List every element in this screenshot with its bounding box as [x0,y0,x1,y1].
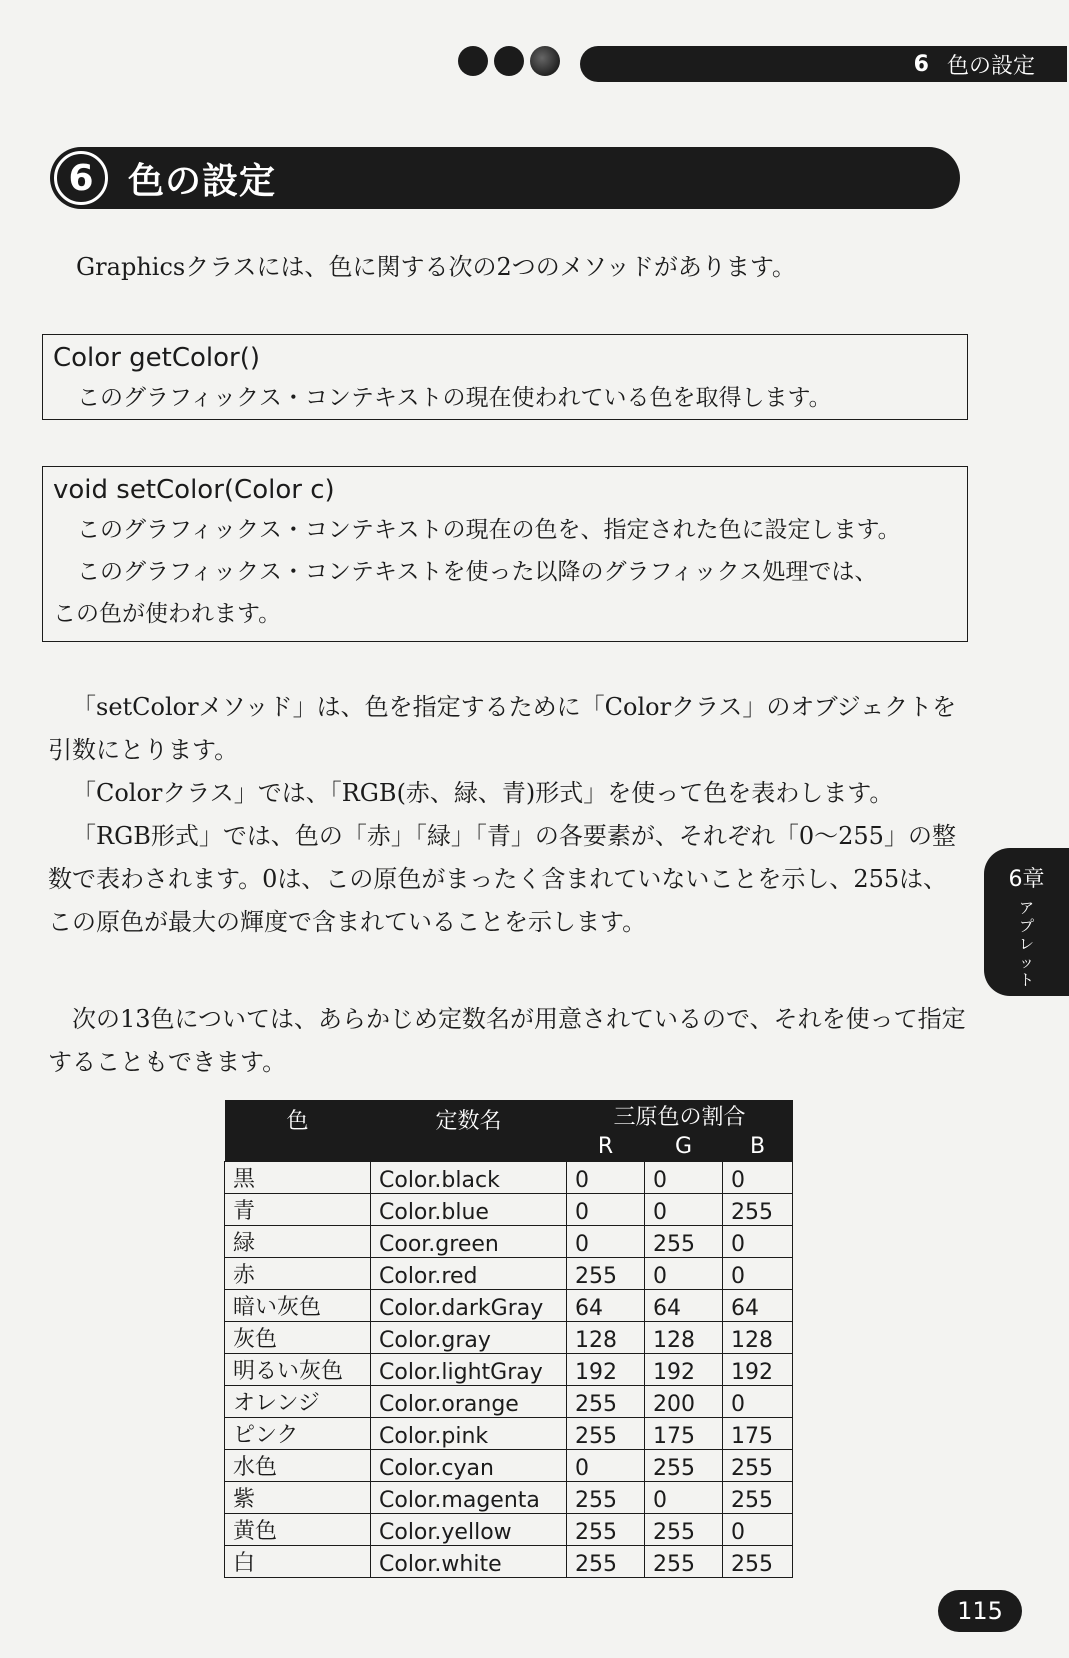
cell-g: 64 [645,1290,723,1322]
table-row [225,1162,793,1194]
cell-constant: Color.pink [371,1418,567,1450]
table-row [225,1546,793,1578]
section-title: 色の設定 [128,160,277,202]
header-dot [494,46,524,76]
header-b: B [723,1131,793,1162]
cell-b: 0 [723,1162,793,1194]
cell-b: 175 [723,1418,793,1450]
table-row [225,1290,793,1322]
page-number: 115 [938,1590,1022,1632]
cell-g: 255 [645,1514,723,1546]
cell-constant: Color.orange [371,1386,567,1418]
cell-r: 64 [567,1290,645,1322]
cell-constant: Color.lightGray [371,1354,567,1386]
cell-constant: Coor.green [371,1226,567,1258]
table-row [225,1514,793,1546]
body-text [48,686,968,944]
chapter-tab[interactable] [984,848,1069,996]
cell-g: 200 [645,1386,723,1418]
cell-g: 128 [645,1322,723,1354]
cell-constant: Color.black [371,1162,567,1194]
chapter-tab-label: ア プ レ ッ ト [1018,899,1034,989]
cell-r: 255 [567,1482,645,1514]
method-box-setcolor [42,466,968,642]
cell-name: 暗い灰色 [225,1290,371,1322]
cell-g: 0 [645,1194,723,1226]
cell-g: 255 [645,1226,723,1258]
table-row [225,1226,793,1258]
section-number-badge: 6 [54,151,108,205]
cell-constant: Color.cyan [371,1450,567,1482]
header-ratio: 三原色の割合 [567,1100,793,1131]
cell-b: 0 [723,1386,793,1418]
table-row [225,1450,793,1482]
method-description: このグラフィックス・コンテキストを使った以降のグラフィックス処理では、 [77,559,878,585]
cell-r: 255 [567,1258,645,1290]
cell-b: 255 [723,1482,793,1514]
cell-g: 175 [645,1418,723,1450]
cell-r: 0 [567,1450,645,1482]
cell-constant: Color.darkGray [371,1290,567,1322]
table-row [225,1258,793,1290]
body-paragraph: 「Colorクラス」では、「RGB(赤、緑、青)形式」を使って色を表わします。 [72,779,894,807]
cell-g: 255 [645,1546,723,1578]
cell-constant: Color.yellow [371,1514,567,1546]
body-paragraph: 「RGB形式」では、色の「赤」「緑」「青」の各要素が、それぞれ「0～255」の整数で表わされます。0は、この原色がまったく含まれていないことを示し、255は、この原色が最大の輝度で含まれていることを示します。 [48,822,956,936]
cell-r: 0 [567,1162,645,1194]
cell-name: 白 [225,1546,371,1578]
method-signature: Color getColor() [53,343,261,373]
cell-g: 192 [645,1354,723,1386]
cell-name: 緑 [225,1226,371,1258]
cell-name: オレンジ [225,1386,371,1418]
cell-r: 0 [567,1226,645,1258]
header-color: 色 [225,1100,371,1162]
cell-b: 192 [723,1354,793,1386]
cell-r: 128 [567,1322,645,1354]
cell-g: 255 [645,1450,723,1482]
chapter-tab-number: 6章 [1008,867,1045,892]
cell-b: 0 [723,1226,793,1258]
cell-r: 255 [567,1386,645,1418]
method-signature: void setColor(Color c) [53,475,335,505]
cell-name: ピンク [225,1418,371,1450]
cell-r: 255 [567,1546,645,1578]
table-row [225,1386,793,1418]
header-dots [458,46,560,80]
cell-name: 黄色 [225,1514,371,1546]
section-title-bar [50,147,960,209]
cell-g: 0 [645,1258,723,1290]
cell-name: 水色 [225,1450,371,1482]
header-r: R [567,1131,645,1162]
header-dot [458,46,488,76]
table-intro-text: 次の13色については、あらかじめ定数名が用意されているので、それを使って指定することもできます。 [48,1005,966,1076]
cell-constant: Color.blue [371,1194,567,1226]
cell-b: 0 [723,1258,793,1290]
header-g: G [645,1131,723,1162]
cell-name: 灰色 [225,1322,371,1354]
body-paragraph: 「setColorメソッド」は、色を指定するために「Colorクラス」のオブジェクトを引数にとります。 [48,693,957,764]
cell-r: 255 [567,1514,645,1546]
cell-r: 0 [567,1194,645,1226]
running-header-title: 色の設定 [946,53,1035,79]
table-intro [48,998,968,1084]
method-description: この色が使われます。 [53,601,282,627]
method-box-getcolor [42,334,968,420]
cell-b: 255 [723,1546,793,1578]
color-constants-table [224,1100,793,1578]
cell-b: 128 [723,1322,793,1354]
cell-name: 青 [225,1194,371,1226]
cell-b: 0 [723,1514,793,1546]
cell-constant: Color.gray [371,1322,567,1354]
cell-b: 64 [723,1290,793,1322]
cell-g: 0 [645,1482,723,1514]
cell-name: 明るい灰色 [225,1354,371,1386]
cell-g: 0 [645,1162,723,1194]
table-row [225,1482,793,1514]
method-description: このグラフィックス・コンテキストの現在使われている色を取得します。 [77,385,832,411]
header-dot [530,46,560,76]
running-header [580,46,1067,82]
cell-name: 紫 [225,1482,371,1514]
cell-constant: Color.white [371,1546,567,1578]
cell-constant: Color.red [371,1258,567,1290]
intro-paragraph: Graphicsクラスには、色に関する次の2つのメソッドがあります。 [76,253,796,281]
table-row [225,1418,793,1450]
cell-constant: Color.magenta [371,1482,567,1514]
table-row [225,1322,793,1354]
running-header-number: 6 [913,51,929,77]
table-row [225,1354,793,1386]
cell-b: 255 [723,1194,793,1226]
cell-b: 255 [723,1450,793,1482]
header-constant: 定数名 [371,1100,567,1162]
cell-r: 192 [567,1354,645,1386]
method-description: このグラフィックス・コンテキストの現在の色を、指定された色に設定します。 [77,517,901,543]
cell-name: 黒 [225,1162,371,1194]
cell-r: 255 [567,1418,645,1450]
table-row [225,1194,793,1226]
cell-name: 赤 [225,1258,371,1290]
